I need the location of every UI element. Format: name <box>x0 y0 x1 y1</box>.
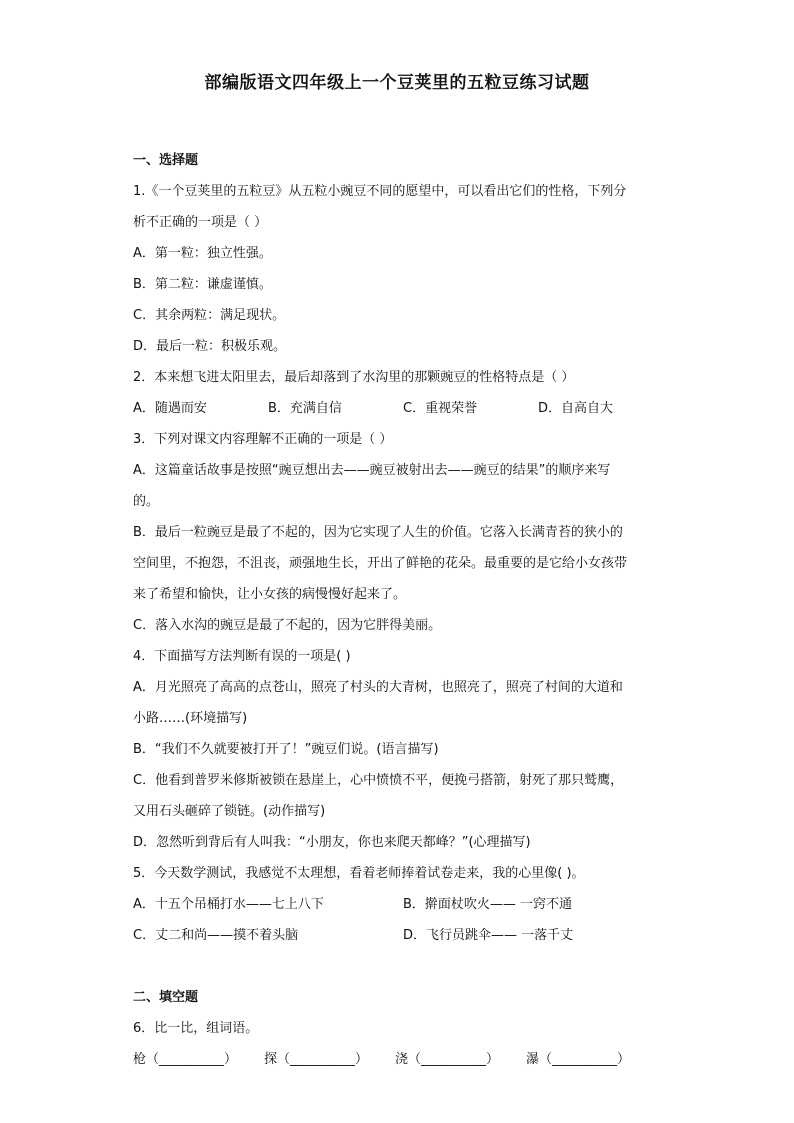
blank-field[interactable]: 枪（__________） <box>133 1052 238 1067</box>
section-heading-choice: 一、选择题 <box>133 153 199 168</box>
option-d: D．自高自大 <box>538 401 614 416</box>
option-b: B．擀面杖吹火—— 一窍不通 <box>403 897 573 912</box>
options-row <box>133 920 673 951</box>
option-c: C．重视荣誉 <box>403 401 478 416</box>
option-a: A．十五个吊桶打水——七上八下 <box>133 897 324 912</box>
option-d: D．飞行员跳伞—— 一落千丈 <box>403 928 574 943</box>
option-c: C．落入水沟的豌豆是最了不起的，因为它胖得美丽。 <box>133 618 442 633</box>
question-stem: 3．下列对课文内容理解不正确的一项是（ ） <box>133 432 393 447</box>
option-c: C．其余两粒：满足现状。 <box>133 308 286 323</box>
question-2 <box>133 362 673 424</box>
question-3 <box>133 424 673 641</box>
option-a-cont: 的。 <box>133 494 160 509</box>
option-a-cont: 小路……(环境描写) <box>133 711 248 726</box>
question-1 <box>133 176 673 362</box>
question-4 <box>133 641 673 858</box>
blank-field[interactable]: 浇（__________） <box>395 1052 500 1067</box>
blank-field[interactable]: 探（__________） <box>264 1052 369 1067</box>
option-b: B．充满自信 <box>268 401 342 416</box>
blank-field[interactable]: 瀑（__________） <box>526 1052 631 1067</box>
option-d: D．忽然听到背后有人叫我：“小朋友，你也来爬天都峰？”(心理描写) <box>133 835 531 850</box>
page-title: 部编版语文四年级上一个豆荚里的五粒豆练习试题 <box>204 73 590 93</box>
blanks-row <box>133 1044 673 1075</box>
options-row <box>133 393 673 424</box>
question-stem: 4．下面描写方法判断有误的一项是( ) <box>133 649 351 664</box>
option-a: A．随遇而安 <box>133 401 207 416</box>
option-d: D．最后一粒：积极乐观。 <box>133 339 287 354</box>
option-c: C．他看到普罗米修斯被锁在悬崖上，心中愤愤不平，便挽弓搭箭，射死了那只鹫鹰， <box>133 773 624 788</box>
option-b: B．“我们不久就要被打开了！”豌豆们说。(语言描写) <box>133 742 439 757</box>
option-a: A．这篇童话故事是按照“豌豆想出去——豌豆被射出去——豌豆的结果”的顺序来写 <box>133 463 611 478</box>
option-b: B．最后一粒豌豆是最了不起的，因为它实现了人生的价值。它落入长满青苔的狭小的 <box>133 525 623 540</box>
question-6 <box>133 1013 673 1075</box>
option-a: A．月光照亮了高高的点苍山，照亮了村头的大青树，也照亮了，照亮了村间的大道和 <box>133 680 623 695</box>
option-b-cont: 空间里，不抱怨，不沮丧，顽强地生长，开出了鲜艳的花朵。最重要的是它给小女孩带 <box>133 556 628 571</box>
question-stem: 1.《一个豆荚里的五粒豆》从五粒小豌豆不同的愿望中，可以看出它们的性格，下列分 <box>133 184 627 199</box>
question-stem-cont: 析不正确的一项是（ ） <box>133 215 268 230</box>
option-a: A．第一粒：独立性强。 <box>133 246 272 261</box>
option-b: B．第二粒：谦虚谨慎。 <box>133 277 272 292</box>
worksheet-body <box>133 145 673 1075</box>
options-row <box>133 889 673 920</box>
question-5 <box>133 858 673 951</box>
option-b-cont: 来了希望和愉快，让小女孩的病慢慢好起来了。 <box>133 587 407 602</box>
question-stem: 2．本来想飞进太阳里去，最后却落到了水沟里的那颗豌豆的性格特点是（ ） <box>133 370 575 385</box>
question-stem: 5．今天数学测试，我感觉不太理想，看着老师捧着试卷走来，我的心里像( )。 <box>133 866 585 881</box>
option-c: C．丈二和尚——摸不着头脑 <box>133 928 299 943</box>
option-c-cont: 又用石头砸碎了锁链。(动作描写) <box>133 804 326 819</box>
question-stem: 6．比一比，组词语。 <box>133 1021 259 1036</box>
section-heading-fill: 二、填空题 <box>133 990 199 1005</box>
